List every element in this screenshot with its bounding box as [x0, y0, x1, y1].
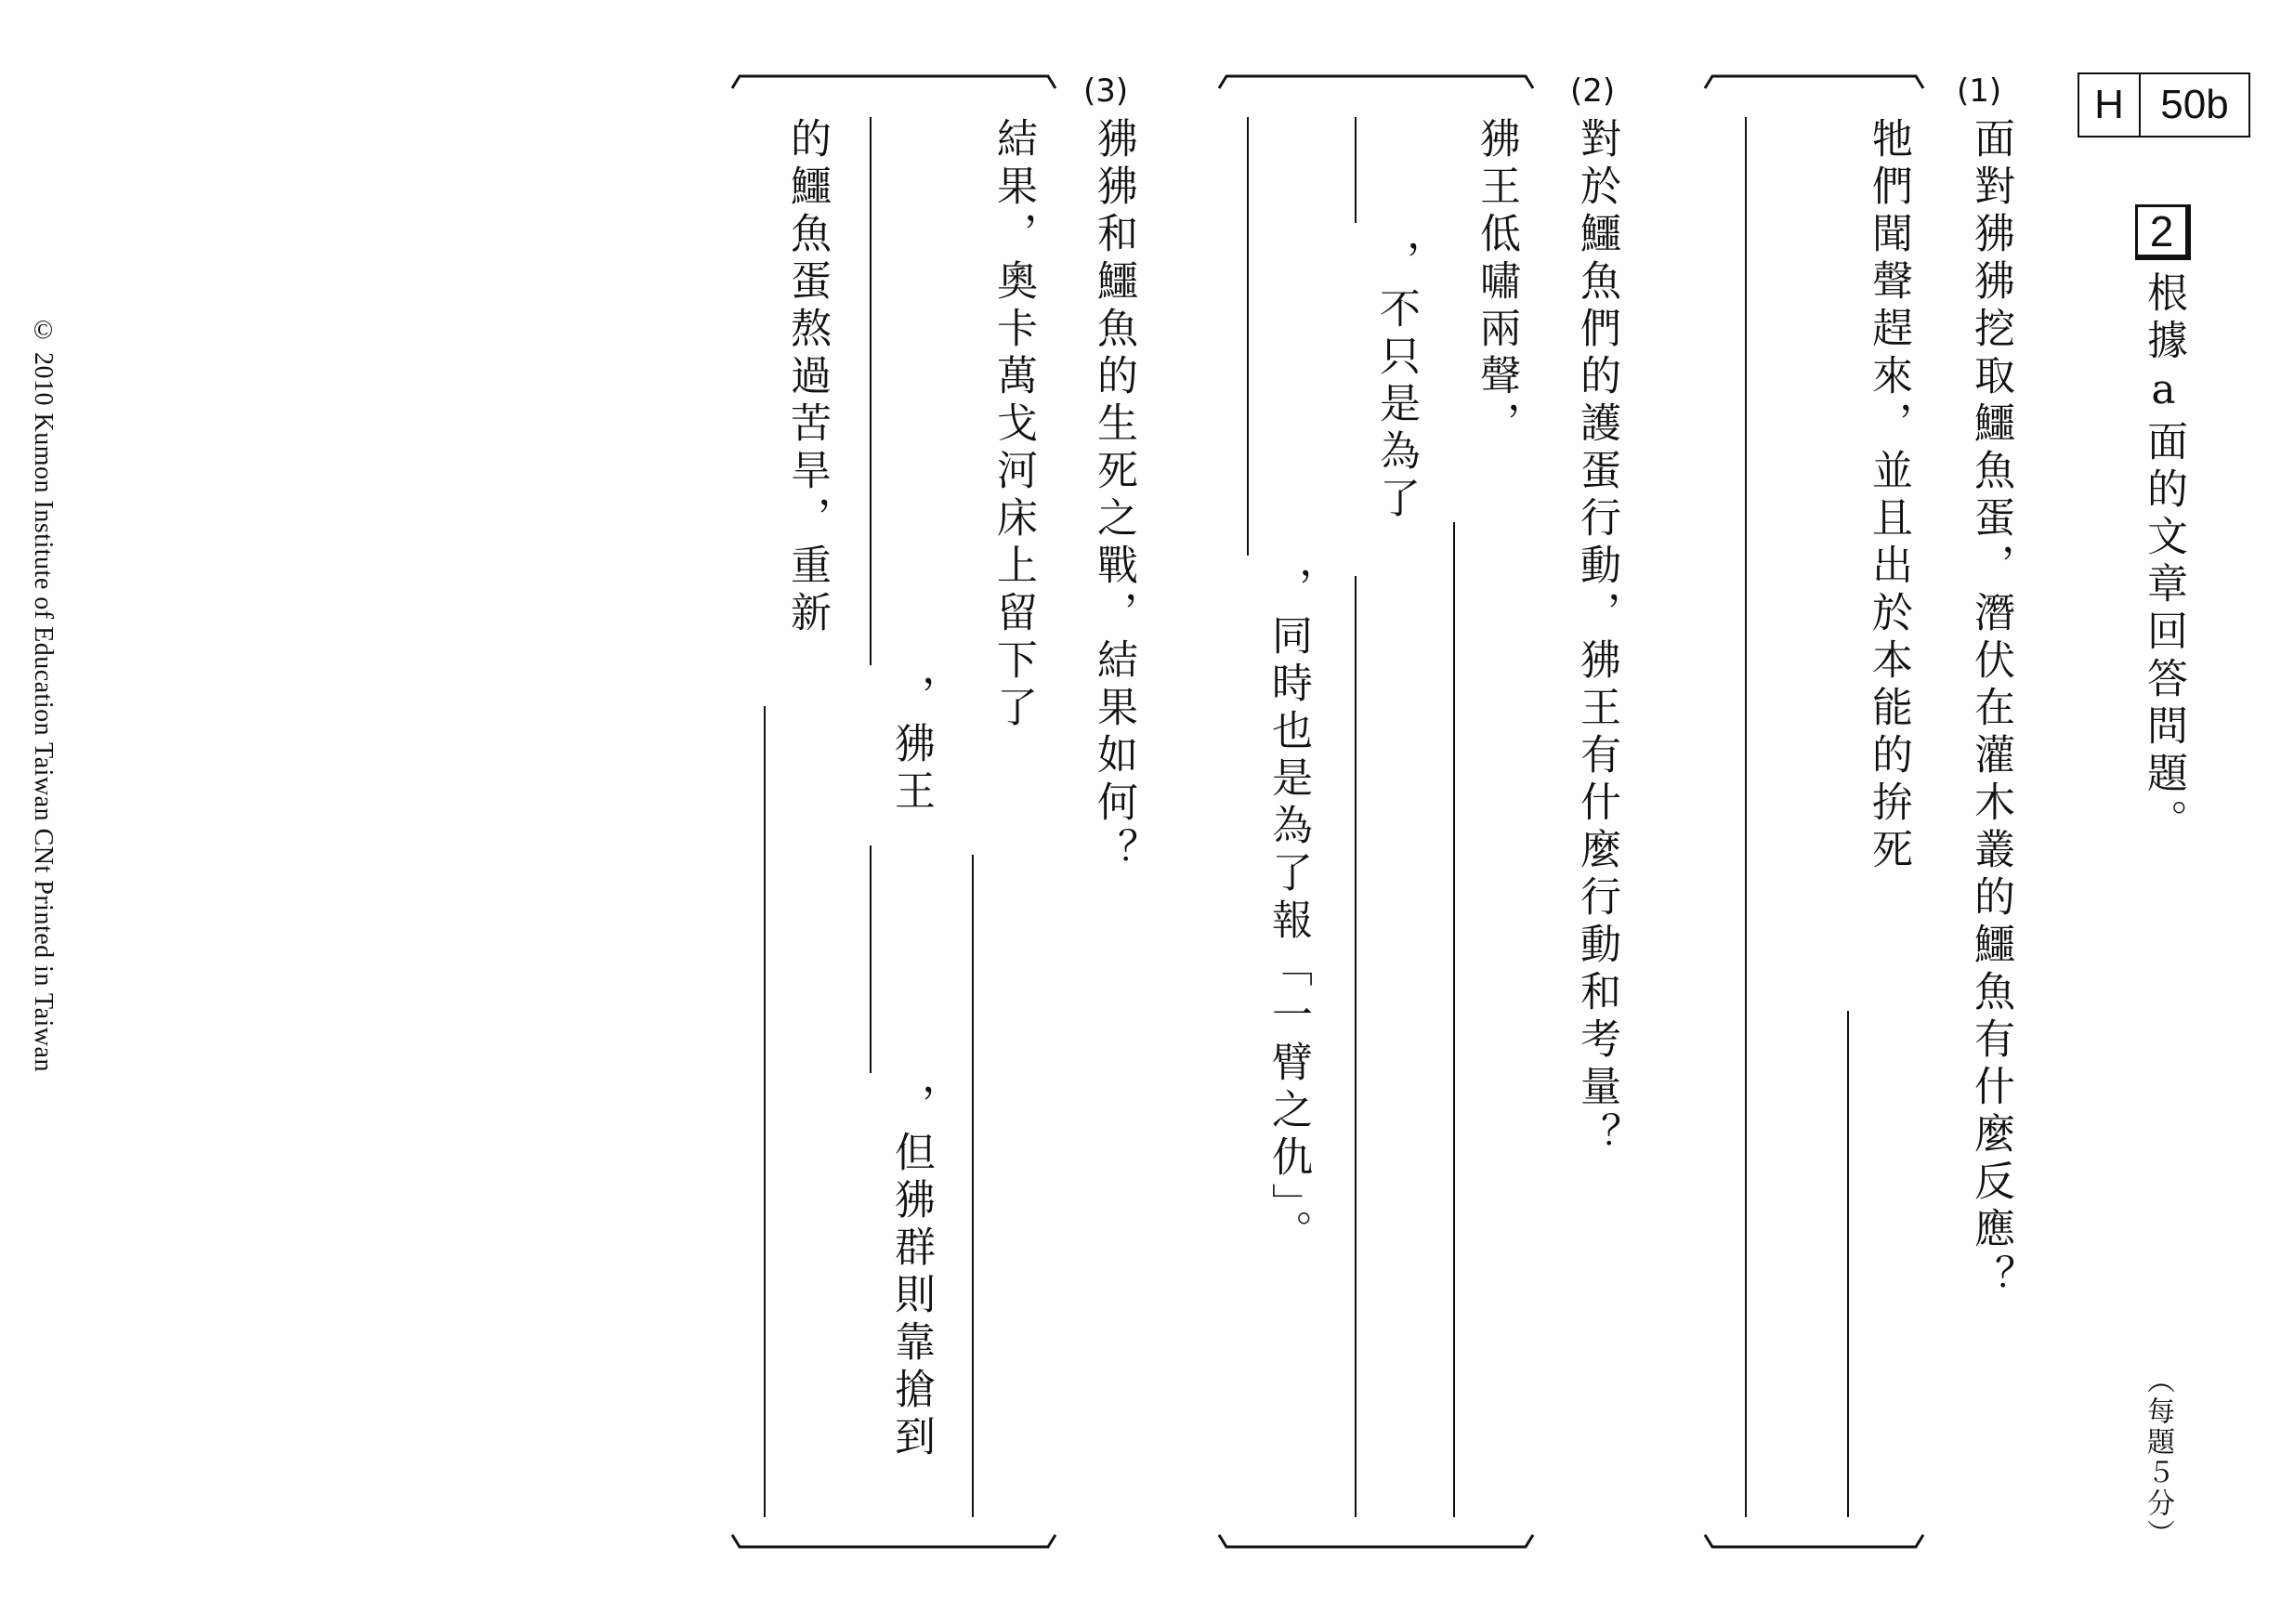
q3-answer-line1: 結果，奧卡萬戈河床上留下了 — [990, 117, 1037, 733]
level-code: H — [2079, 74, 2141, 136]
q3-answer-line2a: ，狒王 — [887, 674, 935, 817]
q2-prompt: 對於鱷魚們的護蛋行動，狒王有什麼行動和考量？ — [1573, 117, 1620, 1159]
copyright-notice: © 2010 Kumon Institute of Education Taiwan CNt Printed in Taiwan — [29, 316, 58, 1072]
q3-answer-line3: 的鱷魚蛋熬過苦旱，重新 — [783, 117, 831, 638]
page-code: 50b — [2160, 82, 2229, 127]
q3-answer-blank-2[interactable] — [870, 117, 872, 665]
q2-number: (2) — [1570, 72, 1616, 110]
q3-bracket-top — [732, 76, 1055, 88]
q2-answer-blank-1[interactable] — [1453, 522, 1455, 1517]
q3-prompt: 狒狒和鱷魚的生死之戰，結果如何？ — [1090, 117, 1137, 875]
q2-answer-end: ，同時也是為了報「一臂之仇」。 — [1265, 567, 1312, 1257]
q1-answer-lead: 牠們聞聲趕來，並且出於本能的拚死 — [1865, 117, 1912, 875]
q2-answer-mid: ，不只是為了 — [1372, 240, 1420, 524]
q1-answer-blank-2[interactable] — [1745, 117, 1747, 1517]
q2-answer-blank-2-bottom[interactable] — [1355, 576, 1357, 1517]
q1-prompt: 面對狒狒挖取鱷魚蛋，潛伏在灌木叢的鱷魚有什麼反應？ — [1967, 117, 2014, 1302]
q2-answer-blank-3[interactable] — [1247, 117, 1249, 556]
q3-answer-blank-4[interactable] — [764, 706, 766, 1517]
q2-bracket-top — [1219, 76, 1533, 88]
q1-bracket-top — [1705, 76, 1923, 88]
q3-answer-blank-3[interactable] — [870, 845, 872, 1073]
q2-answer-lead: 狒王低嘯兩聲， — [1473, 117, 1520, 449]
question-block-number: 2 — [2135, 204, 2191, 260]
instruction-text: 根據a面的文章回答問題。 — [2140, 271, 2187, 846]
q1-number: (1) — [1957, 72, 2002, 110]
q2-answer-blank-2-top[interactable] — [1355, 117, 1357, 223]
points-note: （每題５分） — [2142, 1366, 2174, 1550]
q2-bracket-bottom — [1219, 1535, 1533, 1547]
q3-bracket-bottom — [732, 1535, 1055, 1547]
q3-number: (3) — [1083, 72, 1129, 110]
q1-bracket-bottom — [1705, 1535, 1923, 1547]
q3-answer-line2b: ，但狒群則靠搶到 — [887, 1083, 935, 1462]
q3-answer-blank-1[interactable] — [972, 855, 974, 1517]
q1-answer-blank-1[interactable] — [1847, 1011, 1849, 1517]
